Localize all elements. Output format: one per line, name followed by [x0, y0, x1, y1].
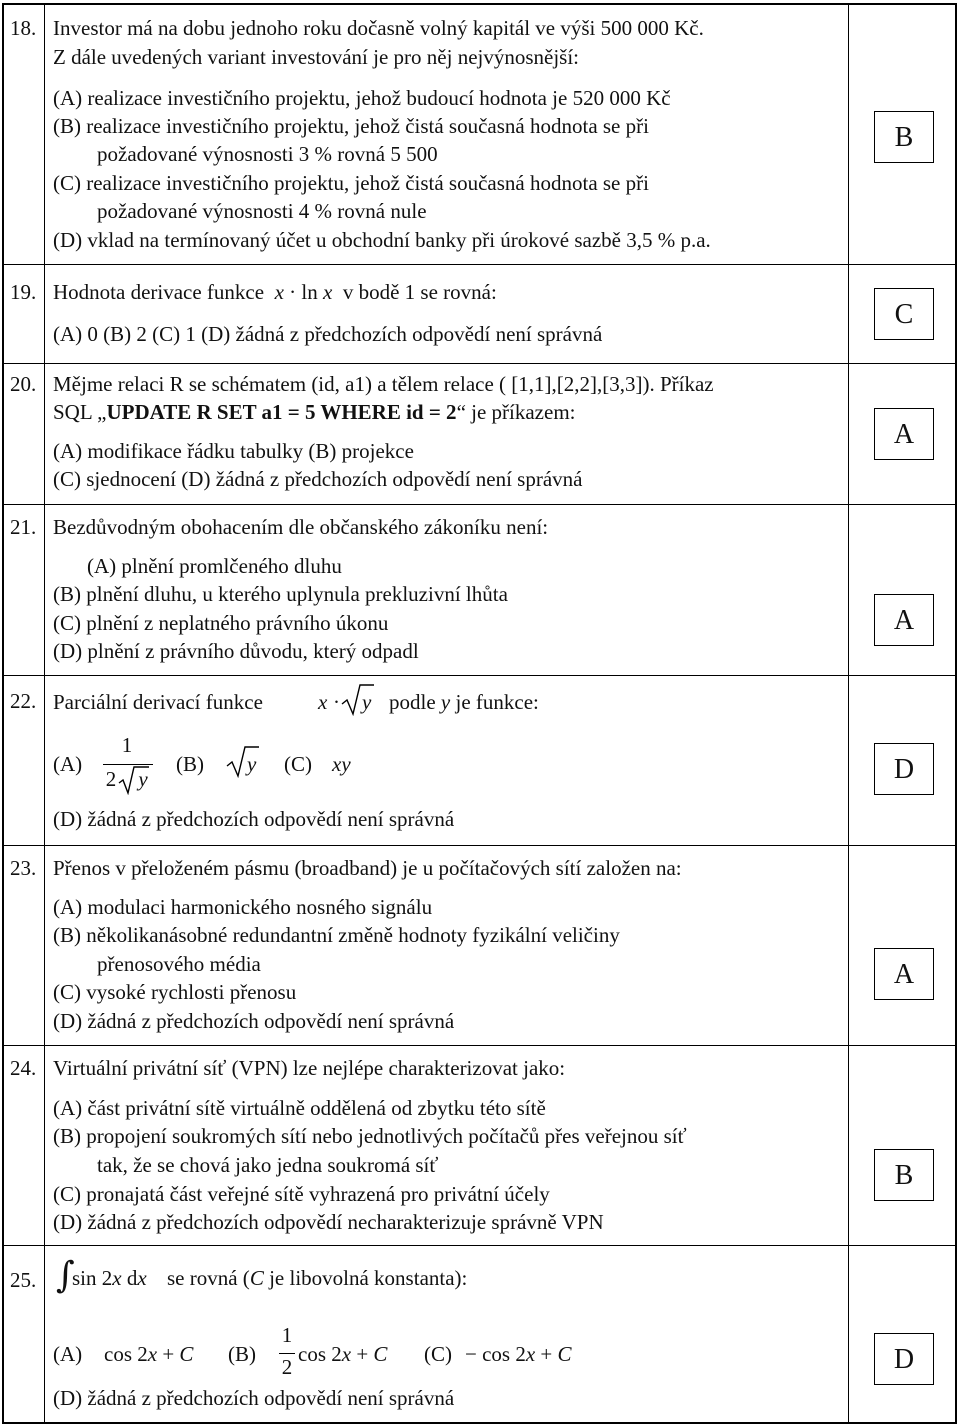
option-a: (A) modulaci harmonického nosného signálu [53, 895, 433, 919]
option-b-cont: tak, že se chová jako jedna soukromá síť [97, 1153, 439, 1177]
option-c-label: (C) [424, 1342, 452, 1366]
option-a: (A) realizace investičního projektu, jehož budoucí hodnota je 520 000 Kč [53, 86, 671, 110]
integral-symbol: ∫ [56, 1255, 75, 1296]
answer-box: A [874, 594, 934, 646]
border-left [2, 3, 4, 1423]
math-op: + [157, 1342, 180, 1366]
option-c: (C) pronajatá část veřejné sítě vyhrazená pro privátní účely [53, 1182, 550, 1206]
question-text: Virtuální privátní síť (VPN) lze nejlépe charakterizovat jako: [53, 1056, 566, 1080]
option-c-label: (C) [284, 752, 312, 776]
option-a: (A) část privátní sítě virtuálně oddělená od zbytku této sítě [53, 1096, 546, 1120]
math-var: x [147, 1342, 158, 1366]
question-text: Mějme relaci R se schématem (id, a1) a tělem relace ( [1,1],[2,2],[3,3]). Příkaz [53, 372, 714, 396]
option-d: (D) plnění z právního důvodu, který odpadl [53, 639, 419, 663]
option-d: (D) vklad na termínovaný účet u obchodní banky při úrokové sazbě 3,5 % p.a. [53, 228, 711, 252]
math-dot: · [333, 690, 340, 714]
question-number: 22. [10, 689, 37, 713]
answer-box: D [874, 1333, 934, 1385]
row-line-20 [2, 504, 957, 505]
answer-box: B [874, 1149, 934, 1201]
question-text-post [389, 688, 539, 716]
option-b: (B) několikanásobné redundantní změně hodnoty fyzikální veličiny [53, 923, 620, 947]
row-line-19 [2, 363, 957, 364]
text: se rovná ( [167, 1266, 250, 1290]
option-b-label: (B) [228, 1342, 256, 1366]
question-text: Investor má na dobu jednoho roku dočasně volný kapitál ve výši 500 000 Kč. [53, 16, 704, 40]
text: je libovolná konstanta): [263, 1266, 468, 1290]
math-var: x [318, 690, 328, 714]
text: je funkce: [455, 690, 539, 714]
math-expr: xy [332, 752, 351, 776]
question-text-pre: Hodnota derivace funkce [53, 280, 265, 304]
sql-pre: SQL „ [53, 400, 107, 424]
frac-denominator: 2 [105, 767, 117, 791]
row-line-23 [2, 1045, 957, 1046]
math-fn: cos 2 [104, 1342, 148, 1366]
question-text: Hodnota derivace funkce x · ln x v bodě 1 se rovná: [53, 280, 497, 304]
answer-box: D [874, 743, 934, 795]
frac-numerator: 1 [121, 733, 133, 757]
option-b-cont: přenosového média [97, 952, 261, 976]
answer-box: C [874, 288, 934, 340]
math-var: x [525, 1342, 536, 1366]
option-b: (B) propojení soukromých sítí nebo jednotlivých počítačů přes veřejnou síť [53, 1124, 687, 1148]
math-var: y [247, 752, 257, 776]
question-text-post [167, 1264, 467, 1292]
option-d: (D) žádná z předchozích odpovědí necharakterizuje správně VPN [53, 1210, 604, 1234]
math-var: C [557, 1342, 572, 1366]
options-line-1: (A) modifikace řádku tabulky (B) projekce [53, 439, 414, 463]
math-var: x [274, 280, 284, 304]
answer-box: A [874, 948, 934, 1000]
math-op: + [351, 1342, 374, 1366]
option-a-label: (A) [53, 752, 83, 776]
question-text: Přenos v přeloženém pásmu (broadband) je u počítačových sítí založen na: [53, 856, 682, 880]
option-c: (C) plnění z neplatného právního úkonu [53, 611, 389, 635]
fraction-bar [279, 1353, 295, 1354]
integral-expression [72, 1264, 147, 1292]
option-a-label: (A) [53, 1342, 83, 1366]
option-a-expr [104, 1340, 193, 1368]
row-line-22 [2, 845, 957, 846]
option-d: (D) žádná z předchozích odpovědí není správná [53, 1386, 455, 1410]
math-var: C [179, 1342, 194, 1366]
text: podle [389, 690, 436, 714]
question-text: Bezdůvodným obohacením dle občanského zákoníku není: [53, 515, 549, 539]
math-fn: cos 2 [298, 1342, 342, 1366]
option-b-cont: požadované výnosnosti 3 % rovná 5 500 [97, 142, 438, 166]
math-fn: d [121, 1266, 138, 1290]
question-text-sql [53, 398, 576, 426]
math-var: x [341, 1342, 352, 1366]
math-var: y [362, 690, 372, 714]
frac-denominator: 2 [281, 1355, 293, 1379]
options-line-2: (C) sjednocení (D) žádná z předchozích odpovědí není správná [53, 467, 583, 491]
question-text-pre: Parciální derivací funkce [53, 690, 263, 714]
math-var: x [137, 1266, 147, 1290]
option-b: (B) plnění dluhu, u kterého uplynula prekluzivní lhůta [53, 582, 508, 606]
math-fn: ln [301, 280, 318, 304]
math-fn: sin 2 [72, 1266, 113, 1290]
math-var: x [323, 280, 333, 304]
math-var: y [138, 767, 148, 791]
question-number: 25. [10, 1268, 37, 1292]
row-line-top [2, 3, 957, 5]
border-number-col [44, 3, 45, 1423]
option-b: (B) realizace investičního projektu, jehož čistá současná hodnota se při [53, 114, 649, 138]
question-text-post: v bodě 1 se rovná: [342, 280, 497, 304]
option-b-label: (B) [176, 752, 204, 776]
option-b-expr [298, 1340, 387, 1368]
math-var: x [112, 1266, 122, 1290]
frac-numerator: 1 [281, 1323, 293, 1347]
border-answer-col [848, 3, 849, 1423]
option-c-expr [465, 1340, 572, 1368]
row-line-18 [2, 264, 957, 265]
option-d: (D) žádná z předchozích odpovědí není správná [53, 1009, 455, 1033]
math-var: C [249, 1266, 264, 1290]
row-line-bottom [2, 1422, 957, 1424]
row-line-21 [2, 675, 957, 676]
math-op: + [535, 1342, 558, 1366]
math-var: C [373, 1342, 388, 1366]
math-var: y [440, 690, 451, 714]
question-number: 24. [10, 1056, 37, 1080]
option-d: (D) žádná z předchozích odpovědí není správná [53, 807, 455, 831]
question-number: 21. [10, 515, 37, 539]
question-number: 20. [10, 372, 37, 396]
options: (A) 0 (B) 2 (C) 1 (D) žádná z předchozích odpovědí není správná [53, 322, 603, 346]
option-c-cont: požadované výnosnosti 4 % rovná nule [97, 199, 427, 223]
answer-box: B [874, 111, 934, 163]
option-c: (C) vysoké rychlosti přenosu [53, 980, 297, 1004]
question-number: 19. [10, 280, 37, 304]
question-number: 18. [10, 16, 37, 40]
answer-box: A [874, 408, 934, 460]
sql-post: “ je příkazem: [456, 400, 576, 424]
math-fn: − cos 2 [465, 1342, 526, 1366]
row-line-24 [2, 1245, 957, 1246]
question-number: 23. [10, 856, 37, 880]
option-a: (A) plnění promlčeného dluhu [87, 554, 342, 578]
option-c: (C) realizace investičního projektu, jehož čistá současná hodnota se při [53, 171, 649, 195]
question-text: Z dále uvedených variant investování je pro něj nejvýnosnější: [53, 45, 580, 69]
border-right [955, 3, 957, 1423]
sql-statement: UPDATE R SET a1 = 5 WHERE id = 2 [106, 400, 457, 424]
